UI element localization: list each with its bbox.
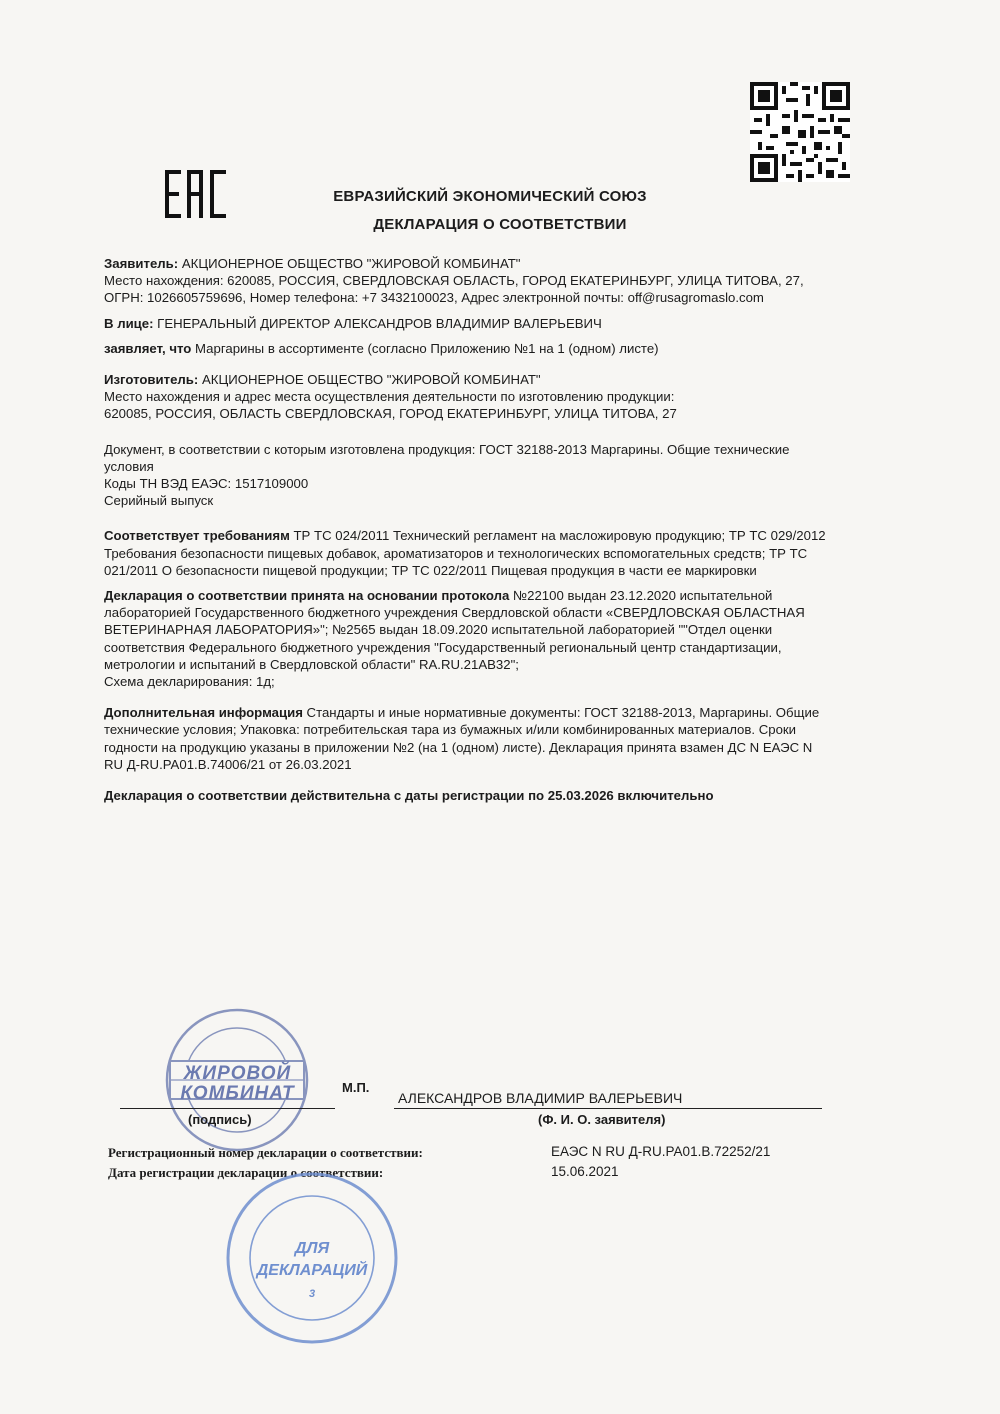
additional-value: Стандарты и иные нормативные документы: ГОСТ 32188-2013, Маргарины. Общие технические условия; Упаковка: потребительская тара из бумажных и/или комбинированных материалов. Сроки годности на продукцию указаны в приложении №2 (на 1 (одном) листе). Декларация принята взамен ДС N ЕАЭС N RU Д-RU.PA01.B.74006/21 от 26.03.2021 — [104, 705, 820, 772]
signature-line — [120, 1108, 335, 1109]
requirements-line — [104, 527, 834, 579]
basis-scheme: Схема декларирования: 1д; — [104, 674, 275, 690]
declarations-stamp — [224, 1170, 400, 1346]
manufacturer-address-2: 620085, РОССИЯ, ОБЛАСТЬ СВЕРДЛОВСКАЯ, ГОРОД ЕКАТЕРИНБУРГ, УЛИЦА ТИТОВА, 27 — [104, 406, 677, 422]
declares-line — [104, 340, 834, 357]
additional-label: Дополнительная информация — [104, 705, 303, 721]
registration-number-label: Регистрационный номер декларации о соответствии: — [108, 1145, 423, 1160]
representative-value: ГЕНЕРАЛЬНЫЙ ДИРЕКТОР АЛЕКСАНДРОВ ВЛАДИМИР ВАЛЕРЬЕВИЧ — [153, 315, 602, 331]
company-seal-stamp — [162, 1005, 312, 1155]
basis-line — [104, 587, 834, 673]
requirements-label: Соответствует требованиям — [104, 528, 290, 544]
union-title: ЕВРАЗИЙСКИЙ ЭКОНОМИЧЕСКИЙ СОЮЗ — [333, 188, 647, 205]
manufacturer-name: АКЦИОНЕРНОЕ ОБЩЕСТВО "ЖИРОВОЙ КОМБИНАТ" — [198, 372, 541, 388]
manufacturer-address-1: Место нахождения и адрес места осуществления деятельности по изготовлению продукции: — [104, 389, 675, 405]
product-codes: Коды ТН ВЭД ЕАЭС: 1517109000 — [104, 476, 309, 492]
applicant-contacts: ОГРН: 1026605759696, Номер телефона: +7 3432100023, Адрес электронной почты: off@rusagromaslo.com — [104, 290, 764, 306]
product-document: Документ, в соответствии с которым изготовлена продукция: ГОСТ 32188-2013 Маргарины. Общие технические условия — [104, 441, 790, 474]
declares-value: Маргарины в ассортименте (согласно Приложению №1 на 1 (одном) листе) — [191, 340, 659, 356]
stamp-word-1: ДЛЯ — [294, 1240, 330, 1257]
applicant-address: Место нахождения: 620085, РОССИЯ, СВЕРДЛОВСКАЯ ОБЛАСТЬ, ГОРОД ЕКАТЕРИНБУРГ, УЛИЦА ТИТОВА, 27, — [104, 273, 804, 289]
seal-word-2: КОМБИНАТ — [180, 1083, 295, 1104]
product-series: Серийный выпуск — [104, 493, 214, 509]
stamp-word-2: ДЕКЛАРАЦИЙ — [256, 1262, 368, 1279]
registration-number: ЕАЭС N RU Д-RU.PA01.B.72252/21 — [551, 1144, 771, 1159]
requirements-value: ТР ТС 024/2011 Технический регламент на масложировую продукцию; ТР ТС 029/2012 Требования безопасности пищевых добавок, ароматизаторов и технологических вспомогательных средств; ТР ТС 021/2011 О безопасности пищевой продукции; ТР ТС 022/2011 Пищевая продукция в части ее маркировки — [104, 528, 826, 578]
applicant-line — [104, 255, 834, 272]
applicant-name: АКЦИОНЕРНОЕ ОБЩЕСТВО "ЖИРОВОЙ КОМБИНАТ" — [178, 256, 521, 271]
mp-label: М.П. — [342, 1080, 370, 1095]
additional-line — [104, 704, 834, 773]
stamp-word-3: 3 — [308, 1288, 316, 1300]
eac-logo — [165, 170, 227, 218]
applicant-label: Заявитель: — [104, 256, 179, 271]
seal-word-1: ЖИРОВОЙ — [183, 1063, 292, 1084]
validity-line: Декларация о соответствии действительна с даты регистрации по 25.03.2026 включительно — [104, 788, 714, 804]
manufacturer-line — [104, 371, 834, 388]
basis-label: Декларация о соответствии принята на основании протокола — [104, 588, 510, 604]
document-title: ДЕКЛАРАЦИЯ О СООТВЕТСТВИИ — [373, 216, 627, 233]
basis-value: №22100 выдан 23.12.2020 испытательной лабораторией Государственного бюджетного учреждения Свердловской области «СВЕРДЛОВСКАЯ ОБЛАСТНАЯ ВЕТЕРИНАРНАЯ ЛАБОРАТОРИЯ»"; №2565 выдан 18.09.2020 испытательной лабораторией ""Отдел оценки соответствия Федерального бюджетного учреждения "Государственный региональный центр стандартизации, метрологии и испытаний в Свердловской области" RA.RU.21АВ32"; — [104, 588, 805, 672]
declaration-body — [104, 255, 834, 804]
signature-caption: (подпись) — [188, 1112, 252, 1127]
manufacturer-label: Изготовитель: — [104, 372, 199, 388]
registration-date-label: Дата регистрации декларации о соответствии: — [108, 1165, 384, 1180]
registration-date: 15.06.2021 — [551, 1164, 619, 1179]
name-line — [394, 1108, 822, 1109]
representative-label: В лице: — [104, 315, 154, 331]
representative-line — [104, 315, 834, 332]
signatory-name: АЛЕКСАНДРОВ ВЛАДИМИР ВАЛЕРЬЕВИЧ — [398, 1090, 683, 1106]
qr-code — [750, 82, 850, 182]
declares-label: заявляет, что — [104, 340, 192, 356]
name-caption: (Ф. И. О. заявителя) — [538, 1112, 666, 1127]
